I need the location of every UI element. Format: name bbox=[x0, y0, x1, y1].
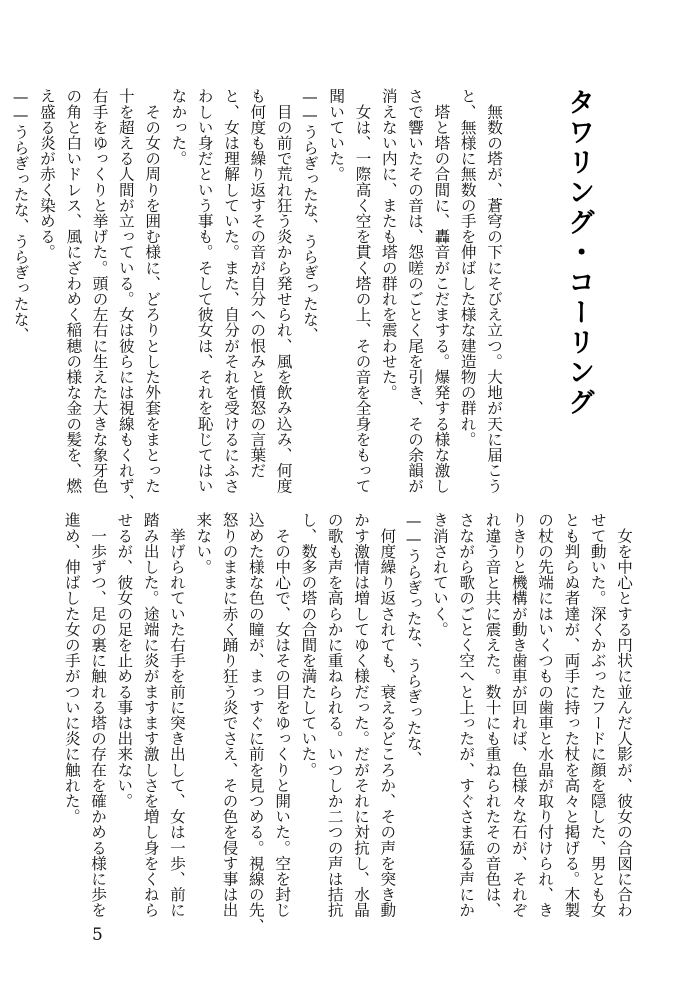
text-line: 来ない。 bbox=[194, 512, 213, 575]
text-line: 無数の塔が、蒼穹の下にそびえ立つ。大地が天に届こう bbox=[485, 88, 503, 494]
text-line: 女を中心とする円状に並んだ人影が、彼女の合図に合わ bbox=[615, 512, 633, 918]
text-line: 何度繰り返されても、衰えるどころか、その声を突き動 bbox=[378, 512, 397, 918]
text-line: し、数多の塔の合間を満たしていた。 bbox=[299, 512, 318, 778]
text-line: れ違う音と共に震えた。数十にも重ねられたその音色は、 bbox=[483, 512, 502, 918]
text-line: 塔と塔の合間に、轟音がこだまする。爆発する様な激し bbox=[432, 88, 451, 494]
text-line: と、女は理解していた。また、自分がそれを受けるにふさ bbox=[222, 88, 241, 494]
text-line: せて動いた。深くかぶったフードに顔を隠した、男とも女 bbox=[588, 512, 607, 918]
text-line: き消されていく。 bbox=[430, 512, 449, 637]
text-line: 怒りのままに赤く踊り狂う炎でさえ、その色を侵す事は出 bbox=[220, 512, 239, 918]
text-line: の杖の先端にはいくつもの歯車と水晶が取り付けられ、き bbox=[536, 512, 555, 918]
text-line: 右手をゆっくりと挙げた。頭の左右に生えた大きな象牙色 bbox=[90, 88, 109, 494]
text-line: 進め、伸ばした女の手がついに炎に触れた。 bbox=[62, 512, 81, 824]
text-line: 目の前で荒れ狂う炎から発せられ、風を飲み込み、何度 bbox=[274, 88, 293, 494]
text-line: りきりと機構が動き歯車が回れば、色様々な石が、それぞ bbox=[509, 512, 528, 918]
text-line: その女の周りを囲む様に、どろりとした外套をまとった bbox=[143, 88, 162, 494]
text-line: 踏み出した。途端に炎がますます激しさを増し身をくねら bbox=[141, 512, 160, 918]
text-line: なかった。 bbox=[169, 88, 188, 166]
text-line: さながら歌のごとく空へと上ったが、すぐさま猛る声にか bbox=[457, 512, 476, 918]
text-line: その中心で、女はその目をゆっくりと開いた。空を封じ bbox=[273, 512, 292, 918]
text-line: 女は、一際高く空を貫く塔の上、その音を全身をもって bbox=[353, 88, 372, 494]
text-line: ——うらぎったな、うらぎったな、 bbox=[300, 88, 319, 343]
text-line: 一歩ずつ、足の裏に触れる塔の存在を確かめる様に歩を bbox=[89, 512, 108, 918]
text-block-bottom bbox=[62, 512, 637, 934]
text-line: え盛る炎が赤く染める。 bbox=[37, 88, 56, 260]
text-line: も何度も繰り返すその音が自分への恨みと憤怒の言葉だ bbox=[248, 88, 267, 478]
text-line: とも判らぬ者達が、両手に持った杖を高々と掲げる。木製 bbox=[562, 512, 581, 918]
text-line: せるが、彼女の足を止める事は出来ない。 bbox=[115, 512, 134, 809]
text-line: の角と白いドレス、風にざわめく稲穂の様な金の髪を、燃 bbox=[64, 88, 83, 494]
text-line: と、無様に無数の手を伸ばした様な建造物の群れ。 bbox=[458, 88, 477, 447]
text-line: わしい身だという事も。そして彼女は、それを恥じてはい bbox=[195, 88, 214, 494]
page-number: 5 bbox=[92, 925, 103, 945]
text-block-top bbox=[11, 88, 507, 510]
text-line: の歌も声を高らかに重ねられる。いつしか二つの声は拮抗 bbox=[325, 512, 344, 918]
text-line: 聞いていた。 bbox=[327, 88, 346, 182]
text-line: 十を超える人間が立っている。女は彼らには視線もくれず、 bbox=[116, 88, 135, 510]
text-line: 消えない内に、またも塔の群れを震わせた。 bbox=[379, 88, 398, 400]
text-line: 込めた様な色の瞳が、まっすぐに前を見つめる。視線の先、 bbox=[246, 512, 265, 934]
text-line: かす激情は増してゆく様だった。だがそれに対抗し、水晶 bbox=[352, 512, 371, 918]
chapter-title: タワリング・コーリング bbox=[563, 88, 595, 418]
text-line: さで響いたその音は、怨嗟のごとく尾を引き、その余韻が bbox=[406, 88, 425, 494]
text-line: 挙げられていた右手を前に突き出して、女は一歩、前に bbox=[167, 512, 186, 918]
text-line: ——うらぎったな、うらぎったな、 bbox=[11, 88, 30, 343]
text-line: ——うらぎったな、うらぎったな、 bbox=[404, 512, 423, 767]
